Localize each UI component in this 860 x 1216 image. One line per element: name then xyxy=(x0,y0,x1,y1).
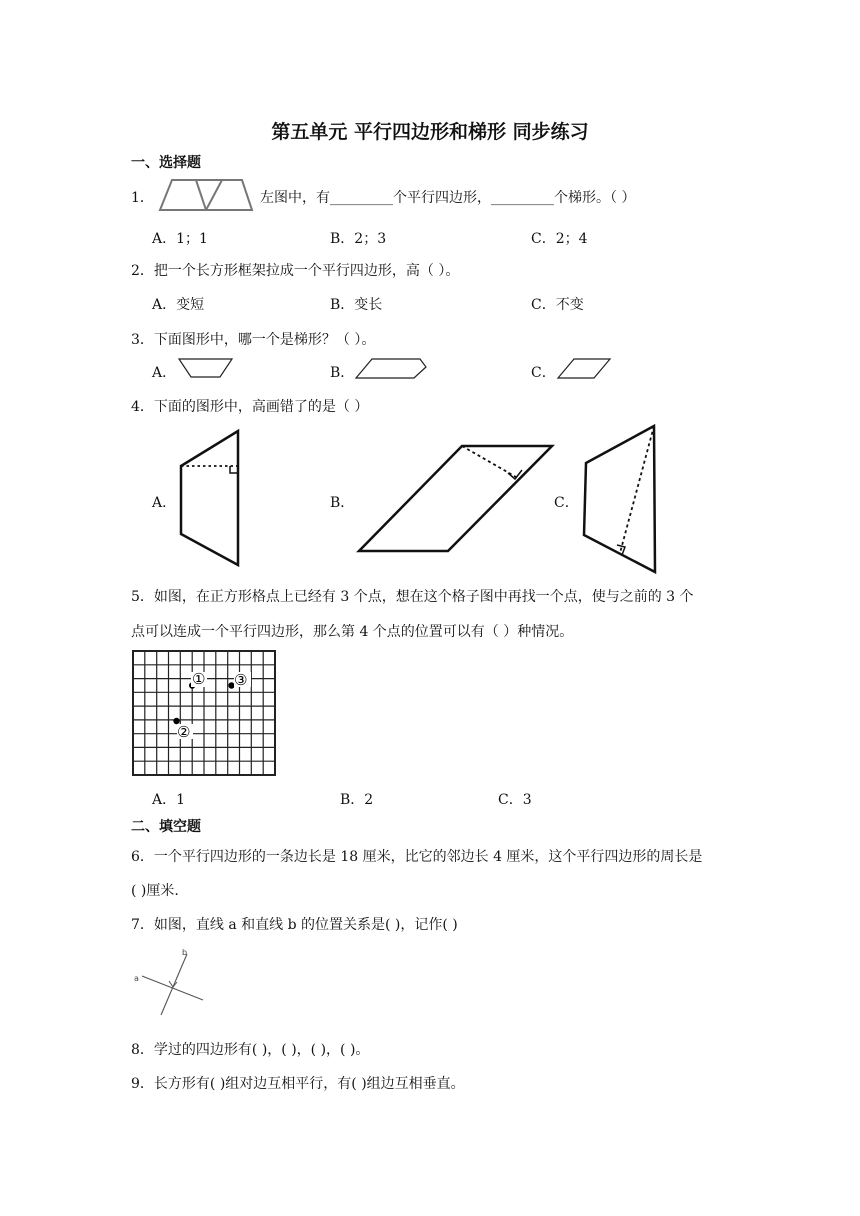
q4-option-c-figure xyxy=(578,423,660,575)
q5-question-line2: 点可以连成一个平行四边形，那么第 4 个点的位置可以有（ ）种情况。 xyxy=(131,624,574,640)
q1-option-a: A．1；1 xyxy=(152,231,208,247)
q7-line-b-label: b xyxy=(182,948,188,957)
q7-lines-figure xyxy=(130,945,210,1020)
q3-option-b-shape xyxy=(354,357,428,381)
q5-option-c: C．3 xyxy=(498,792,532,808)
q3-option-c: C． xyxy=(531,365,556,381)
q1-number: 1． xyxy=(131,190,154,206)
q3-option-a: A． xyxy=(152,365,177,381)
q9-question-text: 9．长方形有( )组对边互相平行，有( )组边互相垂直。 xyxy=(131,1076,465,1092)
q3-question-text: 3．下面图形中，哪一个是梯形？（ ）。 xyxy=(131,332,376,348)
q4-option-c: C． xyxy=(554,495,579,511)
q1-option-b: B．2；3 xyxy=(330,231,387,247)
q5-point-2-label: ② xyxy=(177,723,191,741)
q5-option-b: B．2 xyxy=(340,792,374,808)
q1-question-text: 左图中，有_________个平行四边形，_________个梯形。（ ） xyxy=(260,190,636,206)
q5-option-a: A．1 xyxy=(152,792,186,808)
q7-question-text: 7．如图，直线 a 和直线 b 的位置关系是( )，记作( ) xyxy=(131,917,458,933)
section-heading-fill-blank: 二、填空题 xyxy=(131,819,201,835)
q5-point-1-label: ① xyxy=(192,670,206,688)
q2-option-a: A．变短 xyxy=(152,297,205,313)
q4-option-b-figure xyxy=(356,443,556,555)
q1-option-c: C．2；4 xyxy=(531,231,588,247)
q4-question-text: 4．下面的图形中，高画错了的是（ ） xyxy=(131,399,369,415)
q4-option-a-figure xyxy=(178,428,244,568)
q8-question-text: 8．学过的四边形有( )，( )，( )，( )。 xyxy=(131,1042,370,1058)
q3-option-b: B． xyxy=(330,365,355,381)
q2-question-text: 2．把一个长方形框架拉成一个平行四边形，高（ ）。 xyxy=(131,263,460,279)
q5-grid-figure xyxy=(131,650,278,777)
q1-trapezoid-figure xyxy=(158,178,254,212)
q2-option-c: C．不变 xyxy=(531,297,584,313)
q3-option-c-shape xyxy=(556,357,612,381)
q4-option-b: B． xyxy=(330,495,355,511)
q6-question-line2: ( )厘米. xyxy=(131,883,179,899)
q3-option-a-shape xyxy=(178,357,234,379)
q4-option-a: A． xyxy=(152,495,177,511)
q2-option-b: B．变长 xyxy=(330,297,383,313)
page-title: 第五单元 平行四边形和梯形 同步练习 xyxy=(271,121,589,143)
q7-line-a-label: a xyxy=(134,974,139,983)
q6-question-line1: 6．一个平行四边形的一条边长是 18 厘米，比它的邻边长 4 厘米，这个平行四边形的周长是 xyxy=(131,849,703,865)
q5-point-3-label: ③ xyxy=(234,671,248,689)
q5-question-line1: 5．如图，在正方形格点上已经有 3 个点，想在这个格子图中再找一个点，使与之前的 3 个 xyxy=(131,589,694,605)
section-heading-choice: 一、选择题 xyxy=(131,155,201,171)
